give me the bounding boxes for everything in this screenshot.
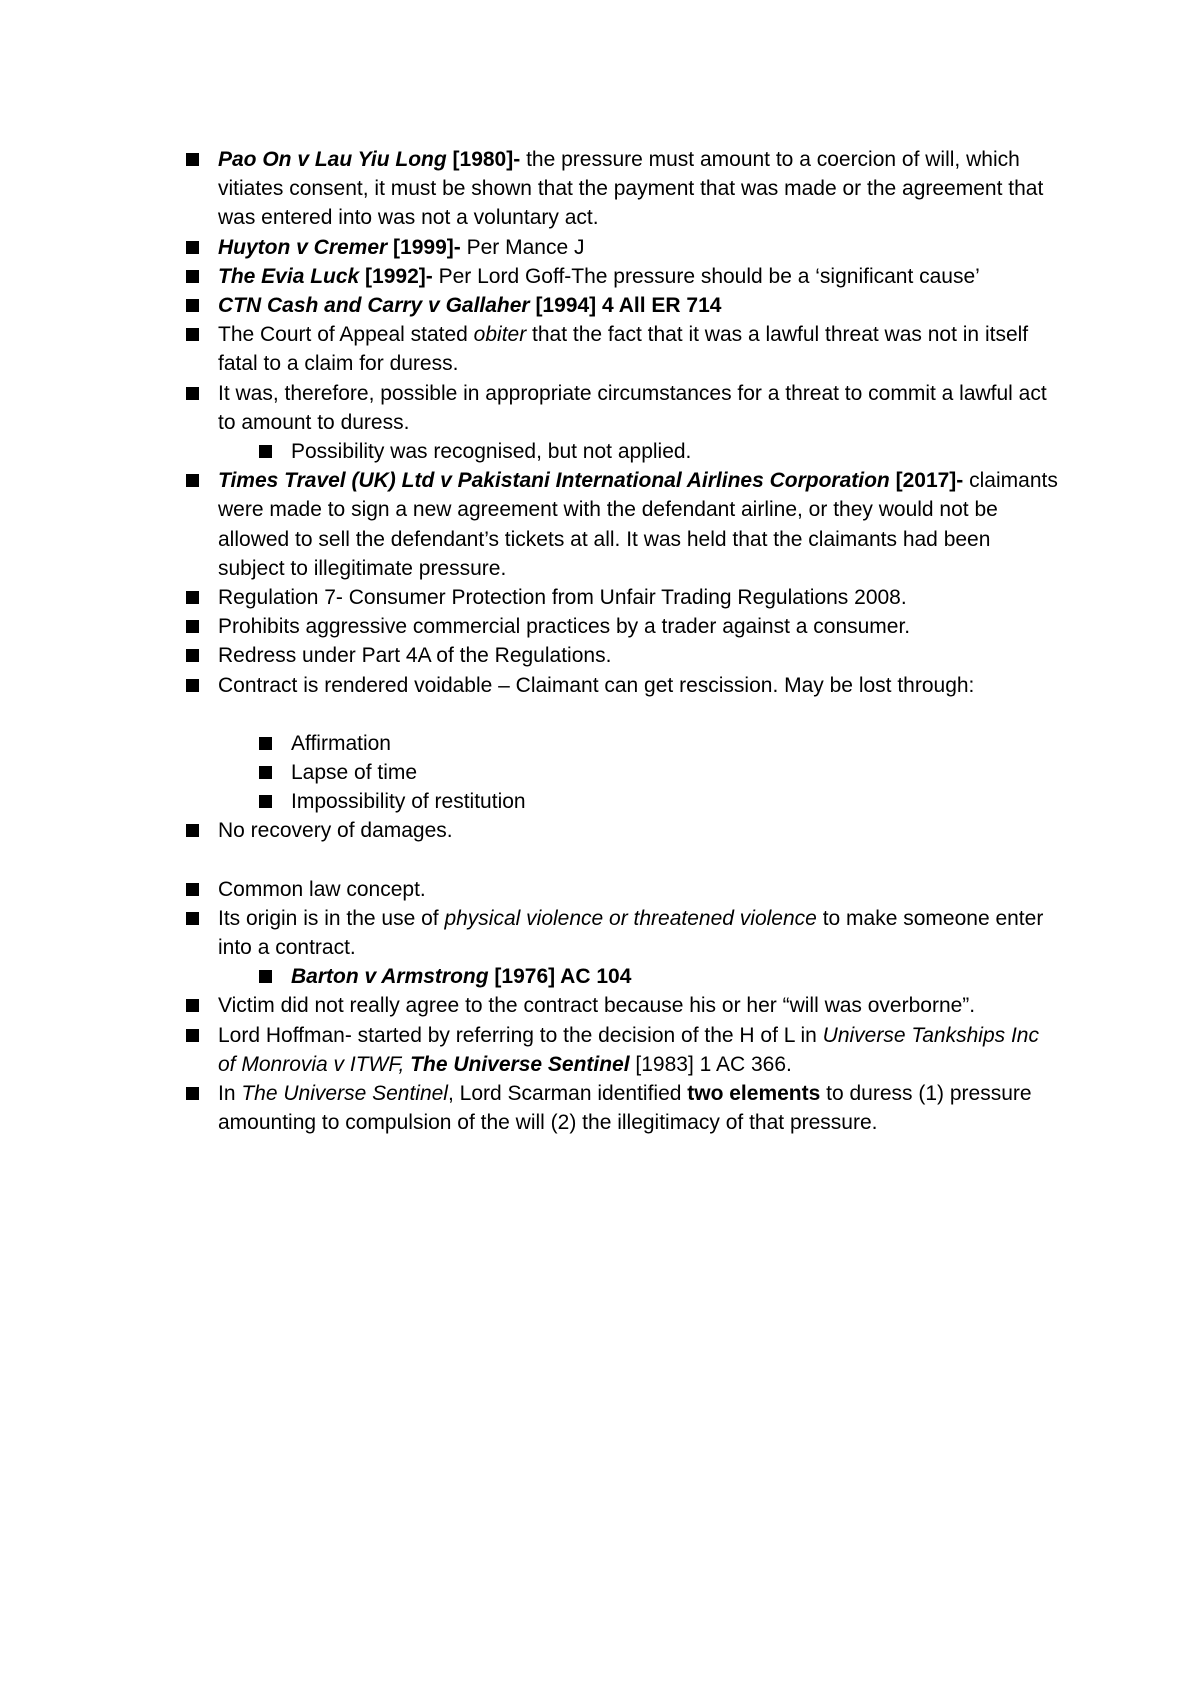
square-bullet-icon xyxy=(186,999,199,1012)
bullet-item xyxy=(0,291,1200,320)
bullet-text-segment: [1992]- xyxy=(359,264,439,288)
bullet-text-segment: Per Lord Goff-The pressure should be a ‘significant cause’ xyxy=(438,264,980,288)
bullet-item xyxy=(0,583,1200,612)
bullet-item xyxy=(0,320,1200,378)
square-bullet-icon xyxy=(186,387,199,400)
bullet-text-segment: Pao On v Lau Yiu Long xyxy=(218,148,447,171)
bullet-text-segment: Universe Tankships Inc of Monrovia v ITWF, xyxy=(218,1023,1039,1076)
bullet-item xyxy=(0,145,1200,233)
bullet-text-segment: obiter xyxy=(473,323,527,347)
square-bullet-icon xyxy=(186,328,199,341)
bullet-text-segment: Impossibility of restitution xyxy=(291,790,526,814)
bullet-text-segment: Prohibits aggressive commercial practices by a trader against a consumer. xyxy=(218,615,911,639)
bullet-item xyxy=(0,816,1200,845)
bullet-text-segment: [1976] AC 104 xyxy=(488,965,632,989)
bullet-text-segment: CTN Cash and Carry v Gallaher xyxy=(218,294,530,318)
bullet-text-segment: Huyton v Cremer xyxy=(218,235,388,259)
square-bullet-icon xyxy=(186,824,199,837)
bullet-item xyxy=(0,379,1200,437)
bullet-text-segment: [1983] 1 AC 366. xyxy=(629,1052,792,1076)
sub-bullet-item xyxy=(0,758,1200,787)
square-bullet-icon xyxy=(186,591,199,604)
bullet-item xyxy=(0,233,1200,262)
bullet-list xyxy=(0,145,1200,1138)
bullet-text-segment: Lord Hoffman- started by referring to the decision of the H of L in xyxy=(218,1023,823,1047)
bullet-text-segment: Common law concept. xyxy=(218,877,426,901)
bullet-text-segment: Affirmation xyxy=(291,731,391,755)
square-bullet-icon xyxy=(186,153,199,166)
bullet-text-segment: claimants were made to sign a new agreement with the defendant airline, or they would not be allowed to sell the defendant’s tickets at all. It was held that the claimants had been subject to illegitimate pressure. xyxy=(218,469,1058,580)
square-bullet-icon xyxy=(186,299,199,312)
bullet-text-segment: Regulation 7- Consumer Protection from Unfair Trading Regulations 2008. xyxy=(218,586,907,610)
bullet-text-segment: The Universe Sentinel xyxy=(241,1082,448,1106)
square-bullet-icon xyxy=(259,445,272,458)
bullet-item xyxy=(0,991,1200,1020)
bullet-text-segment: , Lord Scarman identified xyxy=(447,1082,688,1106)
bullet-item xyxy=(0,1079,1200,1137)
square-bullet-icon xyxy=(259,766,272,779)
bullet-text-segment: Lapse of time xyxy=(291,761,418,785)
bullet-text-segment: physical violence or threatened violence xyxy=(444,906,817,930)
bullet-item xyxy=(0,262,1200,291)
bullet-item xyxy=(0,904,1200,962)
bullet-text-segment: to make someone enter into a contract. xyxy=(218,906,1044,960)
square-bullet-icon xyxy=(186,679,199,692)
bullet-item xyxy=(0,641,1200,670)
sub-bullet-item xyxy=(0,729,1200,758)
square-bullet-icon xyxy=(259,737,272,750)
bullet-text-segment: that the fact that it was a lawful threat was not in itself fatal to a claim for duress. xyxy=(218,323,1029,376)
bullet-text-segment: It was, therefore, possible in appropriate circumstances for a threat to commit a lawful act to amount to duress. xyxy=(218,381,1047,434)
square-bullet-icon xyxy=(186,1087,199,1100)
square-bullet-icon xyxy=(186,649,199,662)
square-bullet-icon xyxy=(259,970,272,983)
square-bullet-icon xyxy=(259,795,272,808)
bullet-text-segment: [1994] 4 All ER 714 xyxy=(529,294,722,318)
bullet-text-segment: Times Travel (UK) Ltd v Pakistani International Airlines Corporation xyxy=(218,469,890,493)
bullet-text-segment: In xyxy=(218,1082,242,1106)
bullet-text-segment: Its origin is in the use of xyxy=(218,906,445,930)
bullet-text-segment: Per Mance J xyxy=(466,235,585,259)
bullet-text-segment: The Universe Sentinel xyxy=(410,1052,630,1076)
bullet-text-segment: The Court of Appeal stated xyxy=(218,323,474,347)
bullet-item xyxy=(0,1021,1200,1079)
bullet-item xyxy=(0,612,1200,641)
bullet-item xyxy=(0,875,1200,904)
square-bullet-icon xyxy=(186,912,199,925)
bullet-text-segment: Possibility was recognised, but not applied. xyxy=(291,440,692,464)
sub-bullet-item xyxy=(0,787,1200,816)
square-bullet-icon xyxy=(186,1029,199,1042)
bullet-text-segment: two elements xyxy=(687,1082,821,1106)
bullet-text-segment: Barton v Armstrong xyxy=(291,965,489,989)
bullet-text-segment: to duress (1) pressure amounting to compulsion of the will (2) the illegitimacy of that pressure. xyxy=(218,1082,1032,1135)
bullet-item xyxy=(0,671,1200,700)
sub-bullet-item xyxy=(0,437,1200,466)
square-bullet-icon xyxy=(186,620,199,633)
bullet-text-segment: [2017]- xyxy=(889,469,970,493)
bullet-text-segment: No recovery of damages. xyxy=(218,819,453,843)
bullet-text-segment: The Evia Luck xyxy=(218,264,360,288)
square-bullet-icon xyxy=(186,474,199,487)
bullet-item xyxy=(0,466,1200,583)
bullet-text-segment: the pressure must amount to a coercion of will, which vitiates consent, it must be shown that the payment that was made or the agreement that was entered into was not a voluntary act. xyxy=(218,148,1044,230)
sub-bullet-item xyxy=(0,962,1200,991)
bullet-text-segment: Redress under Part 4A of the Regulations. xyxy=(218,644,612,668)
bullet-text-segment: Victim did not really agree to the contract because his or her “will was overborne”. xyxy=(218,994,976,1018)
bullet-text-segment: Contract is rendered voidable – Claimant can get rescission. May be lost through: xyxy=(218,673,975,697)
bullet-text-segment: [1999]- xyxy=(387,235,467,259)
square-bullet-icon xyxy=(186,241,199,254)
square-bullet-icon xyxy=(186,883,199,896)
bullet-text-segment: [1980]- xyxy=(446,148,527,171)
square-bullet-icon xyxy=(186,270,199,283)
